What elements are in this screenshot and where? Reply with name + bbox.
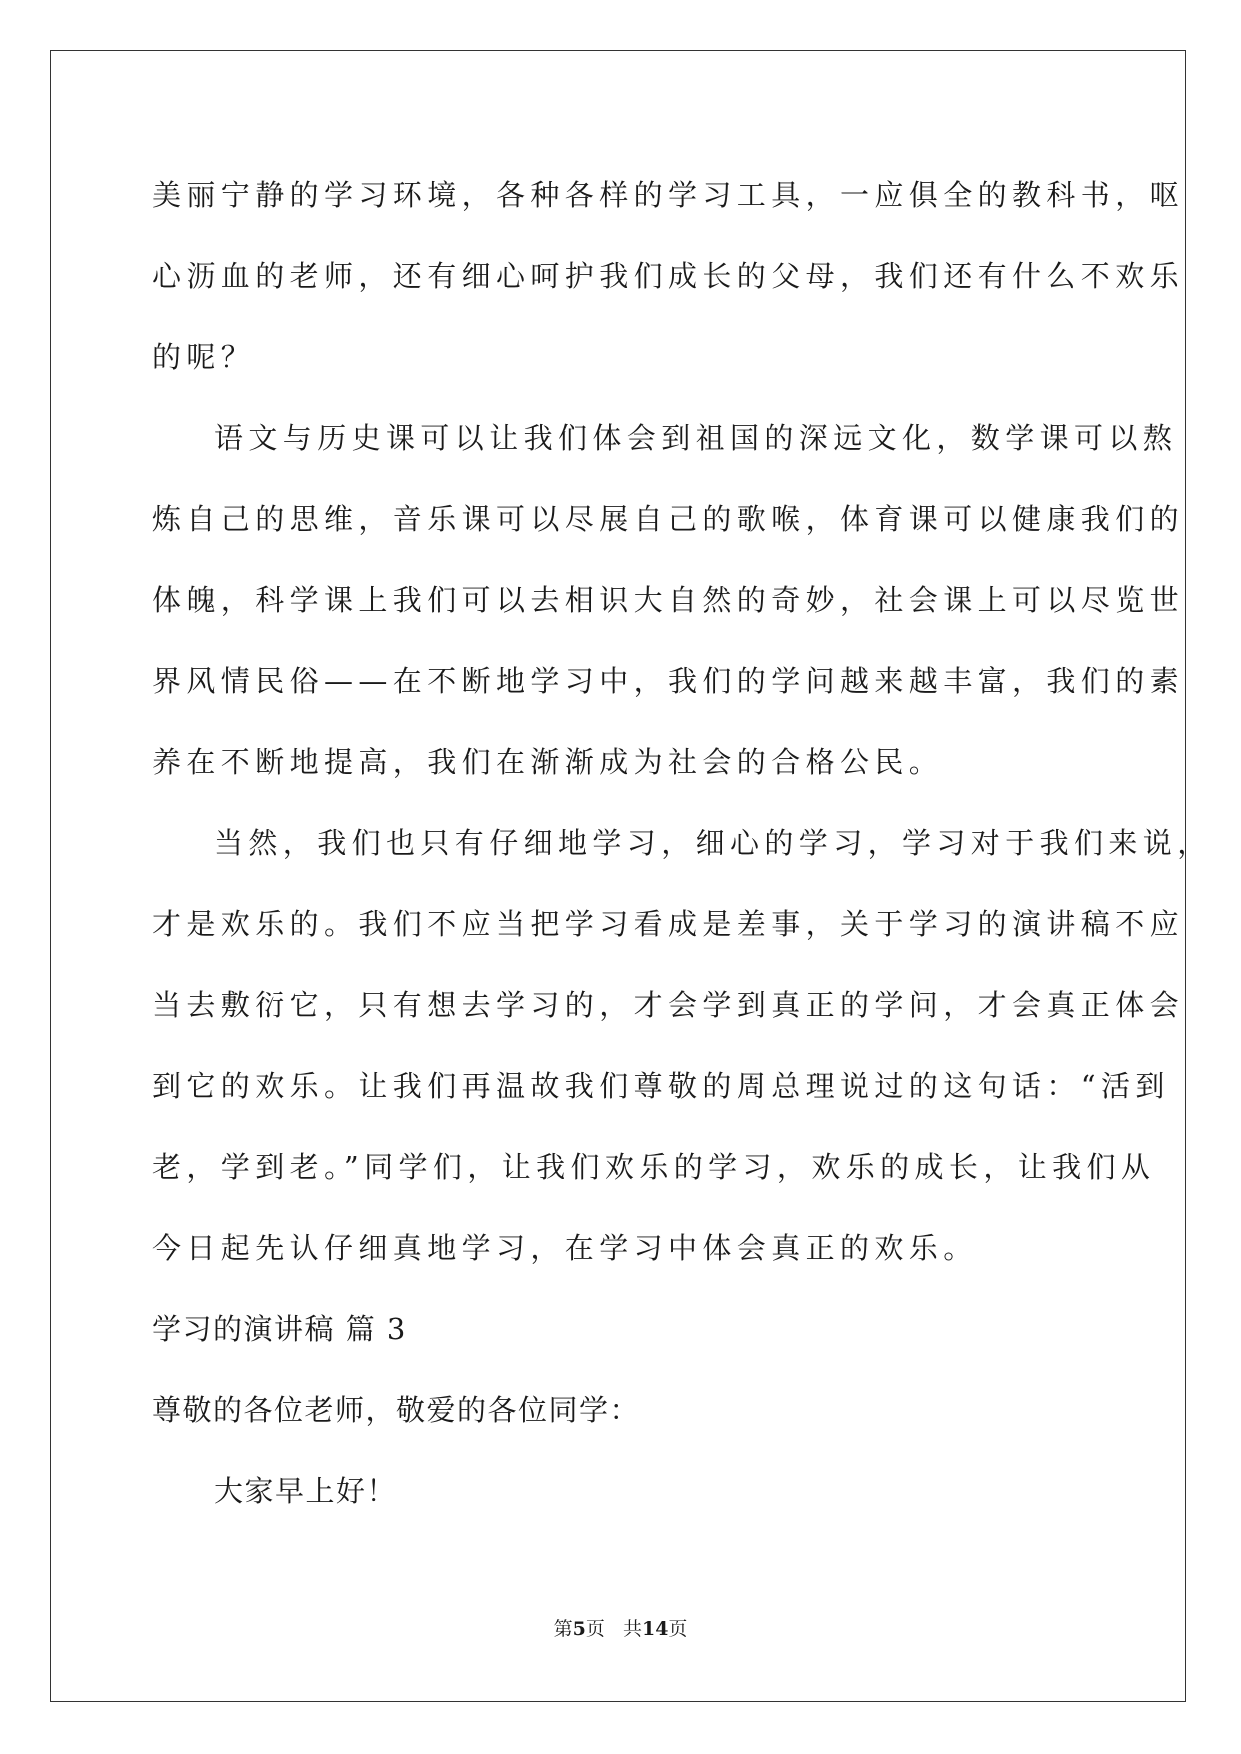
text-line: 到它的欢乐。让我们再温故我们尊敬的周总理说过的这句话：“活到 <box>152 1069 1170 1103</box>
text-line: 才是欢乐的。我们不应当把学习看成是差事，关于学习的演讲稿不应 <box>152 907 1185 941</box>
text-line: 老，学到老。”同学们，让我们欢乐的学习，欢乐的成长，让我们从 <box>152 1150 1156 1184</box>
text-line: 语文与历史课可以让我们体会到祖国的深远文化，数学课可以熬 <box>214 421 1178 455</box>
text-line: 养在不断地提高，我们在渐渐成为社会的合格公民。 <box>152 745 944 779</box>
text-line: 界风情民俗——在不断地学习中，我们的学问越来越丰富，我们的素 <box>152 664 1185 698</box>
total-unit: 页 <box>668 1618 688 1640</box>
text-line: 当去敷衍它，只有想去学习的，才会学到真正的学问，才会真正体会 <box>152 988 1185 1022</box>
text-line: 炼自己的思维，音乐课可以尽展自己的歌喉，体育课可以健康我们的 <box>152 502 1185 536</box>
text-line: 今日起先认仔细真地学习，在学习中体会真正的欢乐。 <box>152 1231 978 1265</box>
page-unit: 页 <box>585 1618 605 1640</box>
salutation: 尊敬的各位老师，敬爱的各位同学： <box>152 1393 641 1427</box>
text-line: 的呢？ <box>152 340 256 374</box>
text-line: 心沥血的老师，还有细心呵护我们成长的父母，我们还有什么不欢乐 <box>152 259 1185 293</box>
greeting: 大家早上好！ <box>214 1474 398 1508</box>
page-number: 5 <box>572 1618 586 1640</box>
total-pages: 14 <box>641 1618 669 1640</box>
page-prefix: 第 <box>553 1618 573 1640</box>
document-body <box>152 155 1212 1532</box>
text-line: 美丽宁静的学习环境，各种各样的学习工具，一应俱全的教科书，呕 <box>152 178 1185 212</box>
text-line: 当然，我们也只有仔细地学习，细心的学习，学习对于我们来说， <box>214 826 1212 860</box>
section-heading: 学习的演讲稿 篇 3 <box>152 1312 407 1346</box>
text-line: 体魄，科学课上我们可以去相识大自然的奇妙，社会课上可以尽览世 <box>152 583 1185 617</box>
total-prefix: 共 <box>622 1618 642 1640</box>
page-footer <box>0 1614 1241 1641</box>
